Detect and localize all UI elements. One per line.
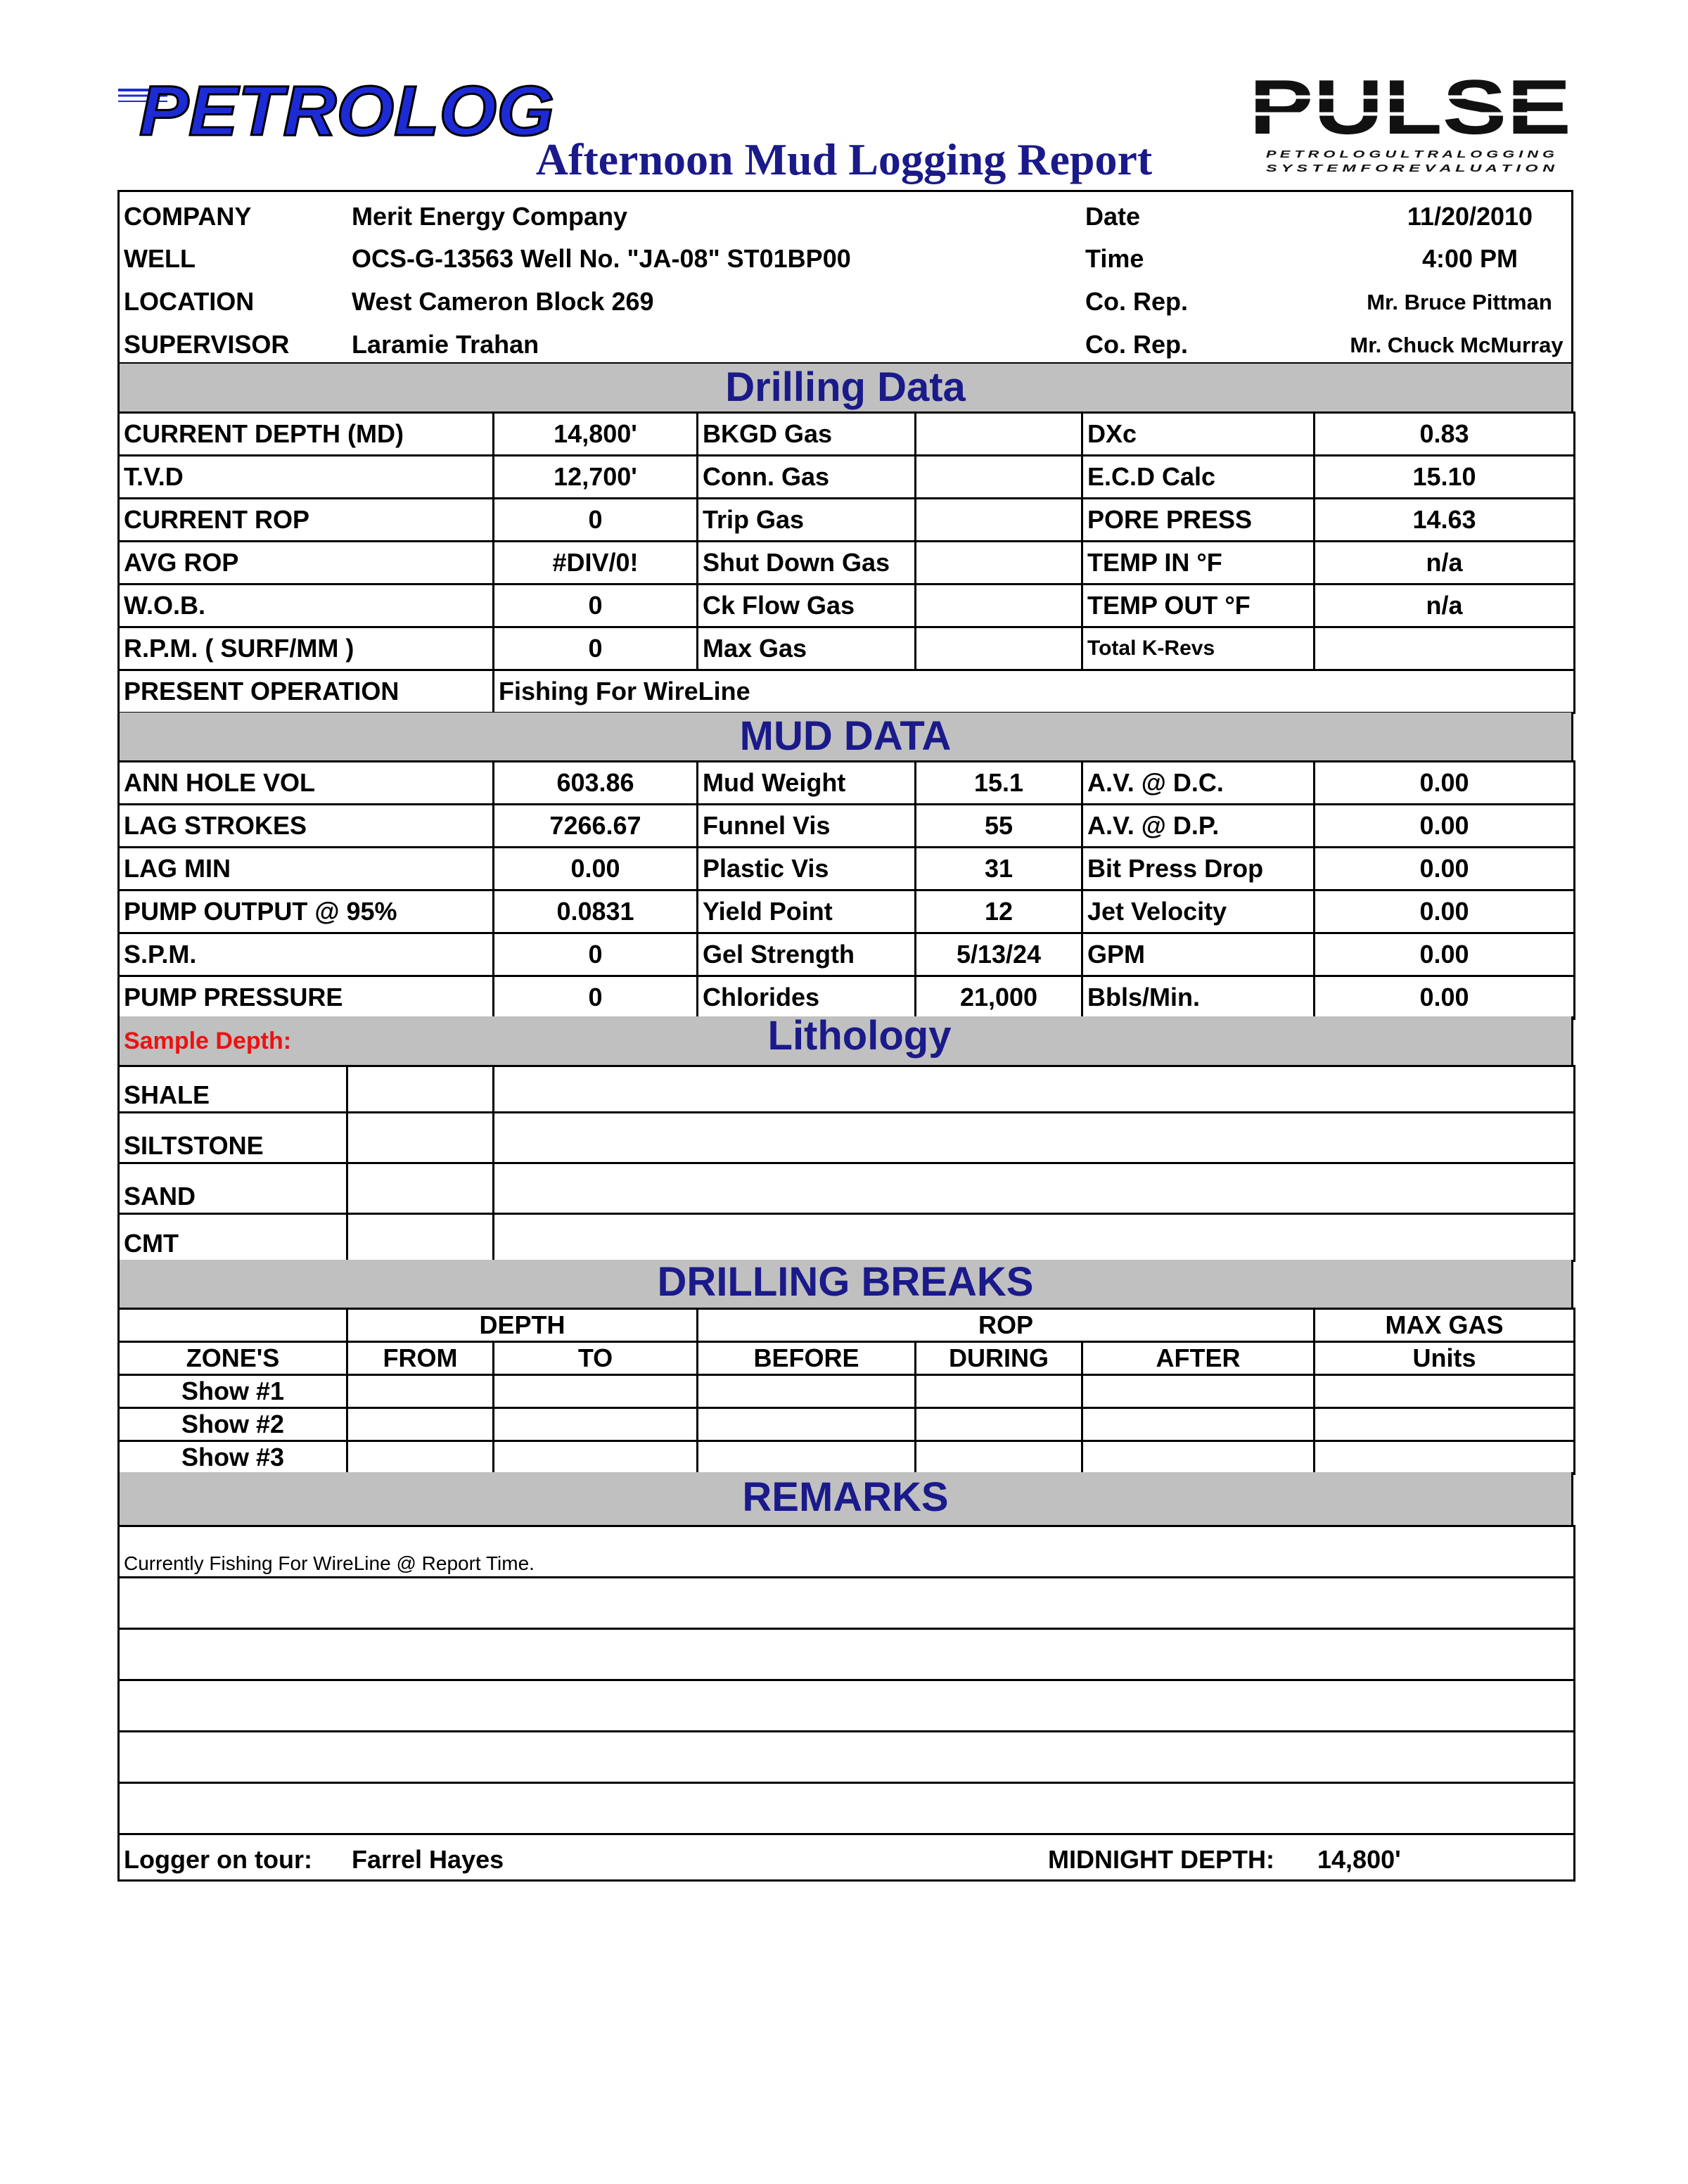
- hydraulics-value: 0.00: [1315, 805, 1575, 848]
- gas-value: [916, 456, 1082, 499]
- drilling-label: W.O.B.: [119, 585, 494, 627]
- supervisor-label: SUPERVISOR: [124, 330, 290, 359]
- svg-text:P E T R O L O G U L T R A: P E T R O L O G U L T R A L O G G I N G: [1266, 148, 1555, 160]
- mud-prop-label: Gel Strength: [698, 933, 916, 976]
- zones-header: ZONE'S: [119, 1342, 347, 1375]
- param-label: E.C.D Calc: [1082, 456, 1315, 499]
- show-cell: [1082, 1375, 1315, 1408]
- mud-row: [119, 805, 1575, 848]
- mud-prop-label: Yield Point: [698, 890, 916, 933]
- mud-value: 0.0831: [494, 890, 698, 933]
- during-header: DURING: [916, 1342, 1082, 1375]
- show-cell: [494, 1408, 698, 1441]
- show-row: [119, 1375, 1575, 1408]
- depth-header: DEPTH: [347, 1309, 698, 1342]
- mud-value: 603.86: [494, 762, 698, 805]
- lithology-band: [117, 1013, 1573, 1066]
- lithology-table: [117, 1065, 1575, 1262]
- mud-value: 0: [494, 933, 698, 976]
- drilling-row: [119, 456, 1575, 499]
- rop-header: ROP: [698, 1309, 1315, 1342]
- show-cell: [698, 1375, 916, 1408]
- location-value: West Cameron Block 269: [352, 287, 654, 316]
- mud-label: PUMP OUTPUT @ 95%: [119, 890, 494, 933]
- hydraulics-label: Bbls/Min.: [1082, 976, 1315, 1019]
- present-operation-label: PRESENT OPERATION: [119, 670, 494, 713]
- show-cell: [1315, 1375, 1575, 1408]
- gas-value: [916, 627, 1082, 670]
- mud-value: 0.00: [494, 848, 698, 890]
- remarks-line: [119, 1732, 1575, 1783]
- show-cell: [1315, 1408, 1575, 1441]
- drilling-label: T.V.D: [119, 456, 494, 499]
- company-label: COMPANY: [124, 202, 252, 231]
- drilling-label: CURRENT ROP: [119, 499, 494, 542]
- lithology-row: [119, 1113, 1575, 1163]
- show-cell: [494, 1375, 698, 1408]
- mud-label: S.P.M.: [119, 933, 494, 976]
- lithology-label: SHALE: [119, 1066, 347, 1113]
- remarks-line: [119, 1578, 1575, 1629]
- mud-label: LAG STROKES: [119, 805, 494, 848]
- drilling-row: [119, 585, 1575, 627]
- drilling-value: 0: [494, 627, 698, 670]
- units-header: Units: [1315, 1342, 1575, 1375]
- corep2-label: Co. Rep.: [1085, 330, 1189, 359]
- location-label: LOCATION: [124, 287, 255, 316]
- lithology-description: [494, 1163, 1575, 1214]
- hydraulics-value: 0.00: [1315, 933, 1575, 976]
- drilling-data-title: Drilling Data: [725, 364, 966, 410]
- svg-text:S Y S T E M F O R E V A L: S Y S T E M F O R E V A L U A T I O N: [1266, 162, 1556, 174]
- from-header: FROM: [347, 1342, 494, 1375]
- mud-prop-value: 5/13/24: [916, 933, 1082, 976]
- lithology-label: SILTSTONE: [119, 1113, 347, 1163]
- gas-label: Trip Gas: [698, 499, 916, 542]
- param-label: Total K-Revs: [1082, 627, 1315, 670]
- lithology-description: [494, 1214, 1575, 1261]
- gas-label: Shut Down Gas: [698, 542, 916, 585]
- mud-row: [119, 762, 1575, 805]
- mud-prop-value: 55: [916, 805, 1082, 848]
- corep2-value: Mr. Chuck McMurray: [1350, 333, 1564, 357]
- drilling-breaks-table: [117, 1308, 1575, 1475]
- lithology-percent: [347, 1066, 494, 1113]
- lithology-percent: [347, 1214, 494, 1261]
- mud-label: LAG MIN: [119, 848, 494, 890]
- mud-row: [119, 933, 1575, 976]
- company-value: Merit Energy Company: [352, 202, 628, 231]
- show-cell: [916, 1441, 1082, 1474]
- param-value: [1315, 627, 1575, 670]
- midnight-depth-value: 14,800': [1317, 1845, 1401, 1874]
- max-gas-header: MAX GAS: [1315, 1309, 1575, 1342]
- param-value: 14.63: [1315, 499, 1575, 542]
- remarks-line: [119, 1629, 1575, 1680]
- well-label: WELL: [124, 244, 196, 273]
- drilling-value: 12,700': [494, 456, 698, 499]
- gas-label: Max Gas: [698, 627, 916, 670]
- hydraulics-label: A.V. @ D.C.: [1082, 762, 1315, 805]
- show-cell: [916, 1408, 1082, 1441]
- mud-data-title: MUD DATA: [739, 713, 952, 759]
- param-value: 15.10: [1315, 456, 1575, 499]
- show-cell: [698, 1408, 916, 1441]
- header-info-box: [117, 190, 1573, 364]
- present-operation-row: [119, 670, 1575, 713]
- logger-value: Farrel Hayes: [352, 1845, 504, 1874]
- show-cell: [347, 1408, 494, 1441]
- mud-label: PUMP PRESSURE: [119, 976, 494, 1019]
- param-value: n/a: [1315, 542, 1575, 585]
- lithology-description: [494, 1066, 1575, 1113]
- mud-row: [119, 848, 1575, 890]
- lithology-row: [119, 1066, 1575, 1113]
- param-label: PORE PRESS: [1082, 499, 1315, 542]
- show-cell: [1082, 1441, 1315, 1474]
- time-label: Time: [1085, 244, 1144, 273]
- pulse-logo-text: PULSE: [1249, 70, 1571, 151]
- show-cell: [347, 1375, 494, 1408]
- hydraulics-value: 0.00: [1315, 848, 1575, 890]
- hydraulics-label: A.V. @ D.P.: [1082, 805, 1315, 848]
- mud-label: ANN HOLE VOL: [119, 762, 494, 805]
- time-value: 4:00 PM: [1421, 244, 1518, 273]
- supervisor-value: Laramie Trahan: [352, 330, 539, 359]
- lithology-row: [119, 1214, 1575, 1261]
- gas-label: BKGD Gas: [698, 413, 916, 456]
- mud-data-band: [117, 713, 1573, 761]
- drilling-row: [119, 542, 1575, 585]
- gas-label: Conn. Gas: [698, 456, 916, 499]
- lithology-title: Lithology: [767, 1013, 952, 1059]
- show-cell: [1082, 1408, 1315, 1441]
- well-value: OCS-G-13563 Well No. "JA-08" ST01BP00: [352, 244, 851, 273]
- remarks-line: [119, 1783, 1575, 1834]
- mud-prop-label: Plastic Vis: [698, 848, 916, 890]
- mud-prop-label: Chlorides: [698, 976, 916, 1019]
- drilling-value: 14,800': [494, 413, 698, 456]
- lithology-percent: [347, 1163, 494, 1214]
- remarks-text: Currently Fishing For WireLine @ Report Time.: [119, 1526, 1575, 1578]
- show-cell: [347, 1441, 494, 1474]
- show-cell: [916, 1375, 1082, 1408]
- show-cell: [1315, 1441, 1575, 1474]
- drilling-breaks-title: DRILLING BREAKS: [657, 1259, 1034, 1305]
- mud-prop-value: 31: [916, 848, 1082, 890]
- lithology-percent: [347, 1113, 494, 1163]
- mud-prop-value: 15.1: [916, 762, 1082, 805]
- param-label: TEMP OUT °F: [1082, 585, 1315, 627]
- mud-prop-label: Funnel Vis: [698, 805, 916, 848]
- date-value: 11/20/2010: [1407, 202, 1533, 231]
- hydraulics-value: 0.00: [1315, 762, 1575, 805]
- petrolog-logo-text: PETROLOG: [139, 72, 554, 151]
- gas-value: [916, 585, 1082, 627]
- param-value: n/a: [1315, 585, 1575, 627]
- present-operation-value: Fishing For WireLine: [494, 670, 1575, 713]
- logger-label: Logger on tour:: [124, 1845, 312, 1874]
- lithology-row: [119, 1163, 1575, 1214]
- lithology-label: SAND: [119, 1163, 347, 1214]
- param-label: TEMP IN °F: [1082, 542, 1315, 585]
- drilling-value: #DIV/0!: [494, 542, 698, 585]
- show-label: Show #1: [119, 1375, 347, 1408]
- mud-data-table: [117, 760, 1575, 1020]
- drilling-value: 0: [494, 585, 698, 627]
- remarks-line: [119, 1680, 1575, 1732]
- gas-value: [916, 499, 1082, 542]
- report-title: Afternoon Mud Logging Report: [535, 134, 1153, 184]
- param-value: 0.83: [1315, 413, 1575, 456]
- hydraulics-label: GPM: [1082, 933, 1315, 976]
- drilling-breaks-band: [117, 1260, 1573, 1308]
- mud-prop-value: 12: [916, 890, 1082, 933]
- remarks-title: REMARKS: [742, 1474, 949, 1520]
- footer-row: [119, 1834, 1575, 1881]
- mud-prop-value: 21,000: [916, 976, 1082, 1019]
- to-header: TO: [494, 1342, 698, 1375]
- mud-value: 0: [494, 976, 698, 1019]
- show-label: Show #3: [119, 1441, 347, 1474]
- sample-depth-label: Sample Depth:: [124, 1028, 292, 1054]
- mud-row: [119, 890, 1575, 933]
- hydraulics-label: Bit Press Drop: [1082, 848, 1315, 890]
- show-cell: [494, 1441, 698, 1474]
- drilling-row: [119, 499, 1575, 542]
- corep1-label: Co. Rep.: [1085, 287, 1189, 316]
- after-header: AFTER: [1082, 1342, 1315, 1375]
- param-label: DXc: [1082, 413, 1315, 456]
- drilling-data-band: [117, 364, 1573, 412]
- lithology-label: CMT: [119, 1214, 347, 1261]
- hydraulics-value: 0.00: [1315, 976, 1575, 1019]
- drilling-data-table: [117, 411, 1575, 714]
- remarks-band: [117, 1472, 1573, 1526]
- show-label: Show #2: [119, 1408, 347, 1441]
- gas-label: Ck Flow Gas: [698, 585, 916, 627]
- hydraulics-label: Jet Velocity: [1082, 890, 1315, 933]
- midnight-depth-label: MIDNIGHT DEPTH:: [1048, 1845, 1274, 1874]
- drilling-label: CURRENT DEPTH (MD): [119, 413, 494, 456]
- drilling-row: [119, 413, 1575, 456]
- drilling-row: [119, 627, 1575, 670]
- remarks-table: [117, 1525, 1575, 1882]
- mud-value: 7266.67: [494, 805, 698, 848]
- show-row: [119, 1408, 1575, 1441]
- lithology-description: [494, 1113, 1575, 1163]
- gas-value: [916, 542, 1082, 585]
- date-label: Date: [1085, 202, 1141, 231]
- drilling-label: AVG ROP: [119, 542, 494, 585]
- corep1-value: Mr. Bruce Pittman: [1367, 290, 1552, 314]
- show-cell: [698, 1441, 916, 1474]
- drilling-label: R.P.M. ( SURF/MM ): [119, 627, 494, 670]
- gas-value: [916, 413, 1082, 456]
- before-header: BEFORE: [698, 1342, 916, 1375]
- mud-prop-label: Mud Weight: [698, 762, 916, 805]
- drilling-value: 0: [494, 499, 698, 542]
- hydraulics-value: 0.00: [1315, 890, 1575, 933]
- show-row: [119, 1441, 1575, 1474]
